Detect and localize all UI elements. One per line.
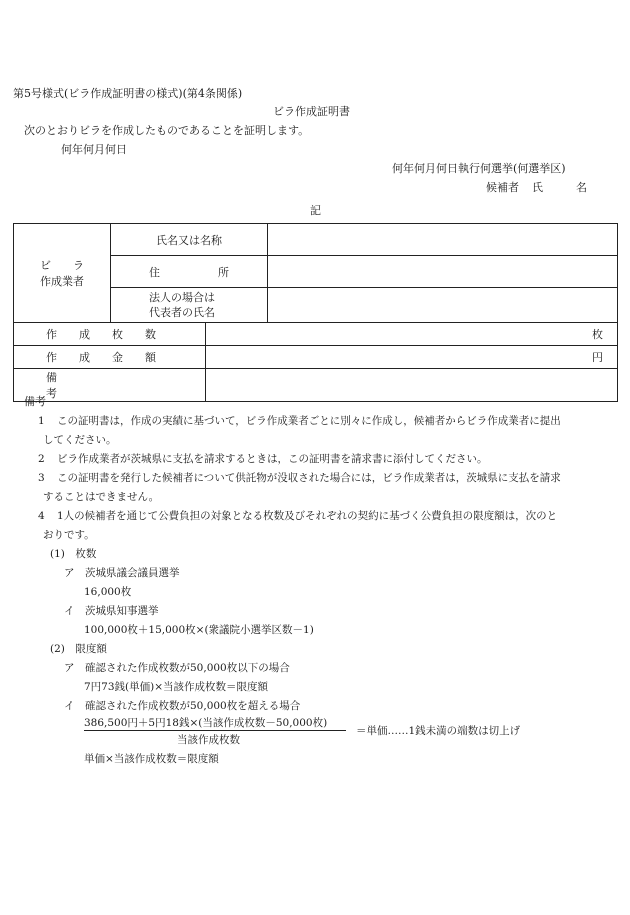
note-1-line-1: この証明書は，作成の実績に基づいて，ビラ作成業者ごとに別々に作成し，候補者からビラ作成業者に提出 — [57, 415, 561, 427]
note-4-line-1: 1人の候補者を通じて公費負担の対象となる枚数及びそれぞれの契約に基づく公費負担の限度額は，次のと — [57, 510, 558, 522]
candidate-label: 候補者 — [486, 181, 519, 194]
count-label: 作 成 枚 数 — [46, 328, 156, 341]
certificate-table — [13, 223, 618, 402]
address-label-1: 住 — [149, 265, 160, 279]
section-2a-formula: 7円73銭(単価)×当該作成枚数＝限度額 — [84, 681, 269, 693]
note-3-number: 3 — [38, 472, 45, 484]
table-row — [14, 346, 618, 369]
rep-label-cell — [111, 288, 268, 323]
maker-label-2: 作成業者 — [40, 275, 84, 288]
fraction-denominator: 当該作成枚数 — [177, 734, 240, 746]
name-label: 氏名又は名称 — [156, 233, 222, 247]
note-3-line-1: この証明書を発行した候補者について供託物が没収された場合には，ビラ作成業者は，茨城県に支払を請求 — [57, 472, 561, 484]
amount-label: 作 成 金 額 — [46, 351, 156, 364]
section-2a-label: ア 確認された作成枚数が50,000枚以下の場合 — [64, 662, 290, 674]
table-row — [14, 224, 618, 256]
candidate-name: 氏 名 — [532, 181, 587, 194]
section-1-heading: (1) 枚数 — [50, 548, 97, 560]
table-row — [14, 323, 618, 346]
section-1a-label: ア 茨城県議会議員選挙 — [64, 567, 180, 579]
remarks-label-2: 考 — [46, 387, 57, 400]
note-1-number: 1 — [38, 415, 45, 427]
election-name: 何年何月何日執行何選挙(何選挙区) — [392, 162, 566, 175]
section-1b-value: 100,000枚＋15,000枚×(衆議院小選挙区数－1) — [84, 624, 314, 636]
fraction-result: ＝単価……1銭未満の端数は切上げ — [356, 725, 521, 737]
note-1-line-2: してください。 — [43, 434, 117, 446]
note-4-line-2: おりです。 — [43, 529, 95, 541]
section-2b-label: イ 確認された作成枚数が50,000枚を超える場合 — [64, 700, 301, 712]
name-value-cell[interactable] — [268, 224, 618, 256]
name-label-cell — [111, 224, 268, 256]
note-3-line-2: することはできません。 — [43, 491, 160, 503]
certification-statement: 次のとおりビラを作成したものであることを証明します。 — [24, 124, 310, 137]
amount-label-cell — [14, 346, 206, 369]
section-1a-value: 16,000枚 — [84, 586, 132, 598]
section-2-heading: (2) 限度額 — [50, 643, 107, 655]
address-value-cell[interactable] — [268, 256, 618, 288]
note-4-number: 4 — [38, 510, 45, 522]
rep-label-1: 法人の場合は — [149, 291, 215, 304]
remarks-value-cell[interactable] — [206, 369, 618, 402]
ki-marker: 記 — [310, 204, 321, 217]
note-2-number: 2 — [38, 453, 45, 465]
rep-value-cell[interactable] — [268, 288, 618, 323]
maker-header-cell — [14, 224, 111, 323]
rep-label-2: 代表者の氏名 — [149, 306, 215, 319]
document-title: ビラ作成証明書 — [273, 105, 350, 118]
fraction-numerator: 386,500円＋5円18銭×(当該作成枚数－50,000枚) — [84, 717, 328, 729]
section-2b-final: 単価×当該作成枚数＝限度額 — [84, 753, 219, 765]
count-value-cell[interactable] — [206, 323, 618, 346]
count-label-cell — [14, 323, 206, 346]
fraction-bar — [84, 730, 346, 731]
section-1b-label: イ 茨城県知事選挙 — [64, 605, 159, 617]
maker-label-1: ビ ラ — [40, 259, 84, 272]
issue-date: 何年何月何日 — [61, 143, 127, 156]
amount-value-cell[interactable] — [206, 346, 618, 369]
address-label-2: 所 — [218, 265, 229, 279]
remarks-label-1: 備 — [46, 371, 57, 384]
address-label-cell — [111, 256, 268, 288]
form-number: 第5号様式(ビラ作成証明書の様式)(第4条関係) — [13, 87, 243, 100]
count-unit: 枚 — [592, 328, 603, 341]
note-2-text: ビラ作成業者が茨城県に支払を請求するときは，この証明書を請求書に添付してください。 — [57, 453, 488, 465]
table-row — [14, 369, 618, 402]
notes-heading: 備考 — [24, 395, 46, 408]
amount-unit: 円 — [592, 351, 603, 364]
